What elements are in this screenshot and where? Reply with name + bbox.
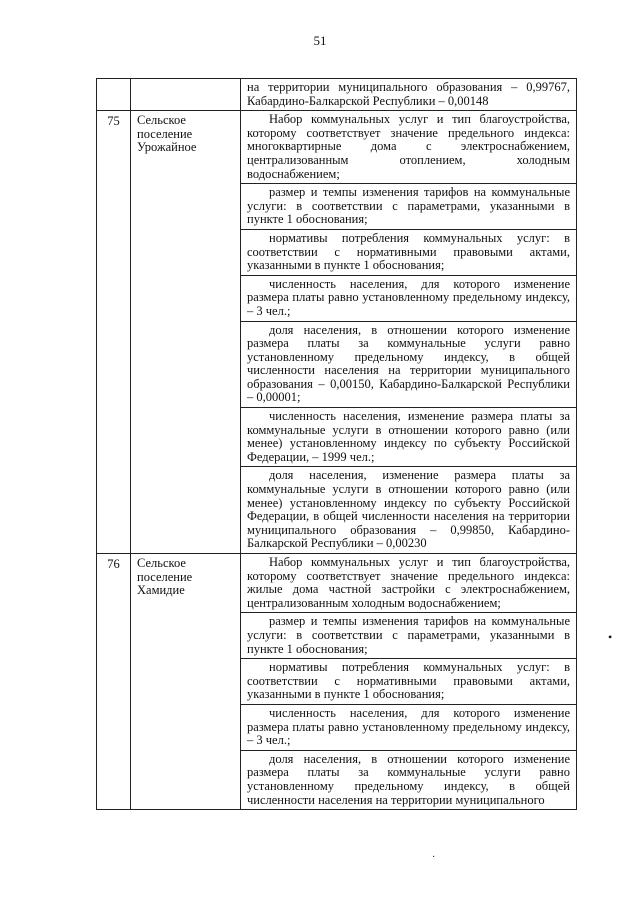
table-row-carryover <box>97 79 577 111</box>
description-paragraph: доля населения, в отношении которого изменение размера платы за коммунальные услуги равно установленному предельному индексу, в общей численности населения на территории муниципального образования – 0,00150, Кабардино-Балкарской Республики – 0,00001; <box>241 321 576 408</box>
margin-mark: • <box>608 630 613 644</box>
description-paragraph: на территории муниципального образования – 0,99767, Кабардино-Балкарской Республики – 0,00148 <box>247 80 570 108</box>
description-paragraph: доля населения, в отношении которого изменение размера платы за коммунальные услуги равно установленному предельному индексу, в общей численности населения на территории муниципального <box>241 750 576 809</box>
description-paragraph: Набор коммунальных услуг и тип благоустройства, которому соответствует значение предельного индекса: многоквартирные дома с электроснабжением, централизованным отоплением, холодным водоснабжением; <box>247 112 570 181</box>
description-paragraph: численность населения, изменение размера платы за коммунальные услуги в отношении которого равно (или менее) установленному индексу по субъекту Российской Федерации, – 1999 чел.; <box>241 407 576 466</box>
description-paragraph: нормативы потребления коммунальных услуг: в соответствии с нормативными правовыми актами, указанными в пункте 1 обоснования; <box>241 658 576 704</box>
municipality-name: Сельское поселение Урожайное <box>131 111 241 554</box>
table-row-75 <box>97 111 577 554</box>
municipality-cell <box>131 79 241 111</box>
description-paragraph: Набор коммунальных услуг и тип благоустройства, которому соответствует значение предельного индекса: жилые дома частной застройки с электроснабжением, централизованным холодным водоснабжением; <box>247 555 570 610</box>
description-cell <box>241 79 577 111</box>
description-cell <box>241 554 577 810</box>
row-number: 75 <box>97 111 131 554</box>
bottom-mark: · <box>432 852 436 863</box>
description-paragraph: размер и темпы изменения тарифов на коммунальные услуги: в соответствии с параметрами, указанными в пункте 1 обоснования; <box>241 183 576 229</box>
description-paragraph: доля населения, изменение размера платы за коммунальные услуги в отношении которого равно (или менее) установленному индексу по субъекту Российской Федерации, в общей численности населения на территории муниципального образования – 0,99850, Кабардино-Балкарской Республики – 0,00230 <box>241 466 576 553</box>
description-cell <box>241 111 577 554</box>
description-paragraph: численность населения, для которого изменение размера платы равно установленному предельному индексу, – 3 чел.; <box>241 704 576 750</box>
description-paragraph: нормативы потребления коммунальных услуг: в соответствии с нормативными правовыми актами, указанными в пункте 1 обоснования; <box>241 229 576 275</box>
municipality-name: Сельское поселение Хамидие <box>131 554 241 810</box>
description-paragraph: численность населения, для которого изменение размера платы равно установленному предельному индексу, – 3 чел.; <box>241 275 576 321</box>
row-number: 76 <box>97 554 131 810</box>
indices-table <box>96 78 577 810</box>
row-number-cell <box>97 79 131 111</box>
page-number: 51 <box>313 33 327 48</box>
description-paragraph: размер и темпы изменения тарифов на коммунальные услуги: в соответствии с параметрами, указанными в пункте 1 обоснования; <box>241 612 576 658</box>
table-row-76 <box>97 554 577 810</box>
